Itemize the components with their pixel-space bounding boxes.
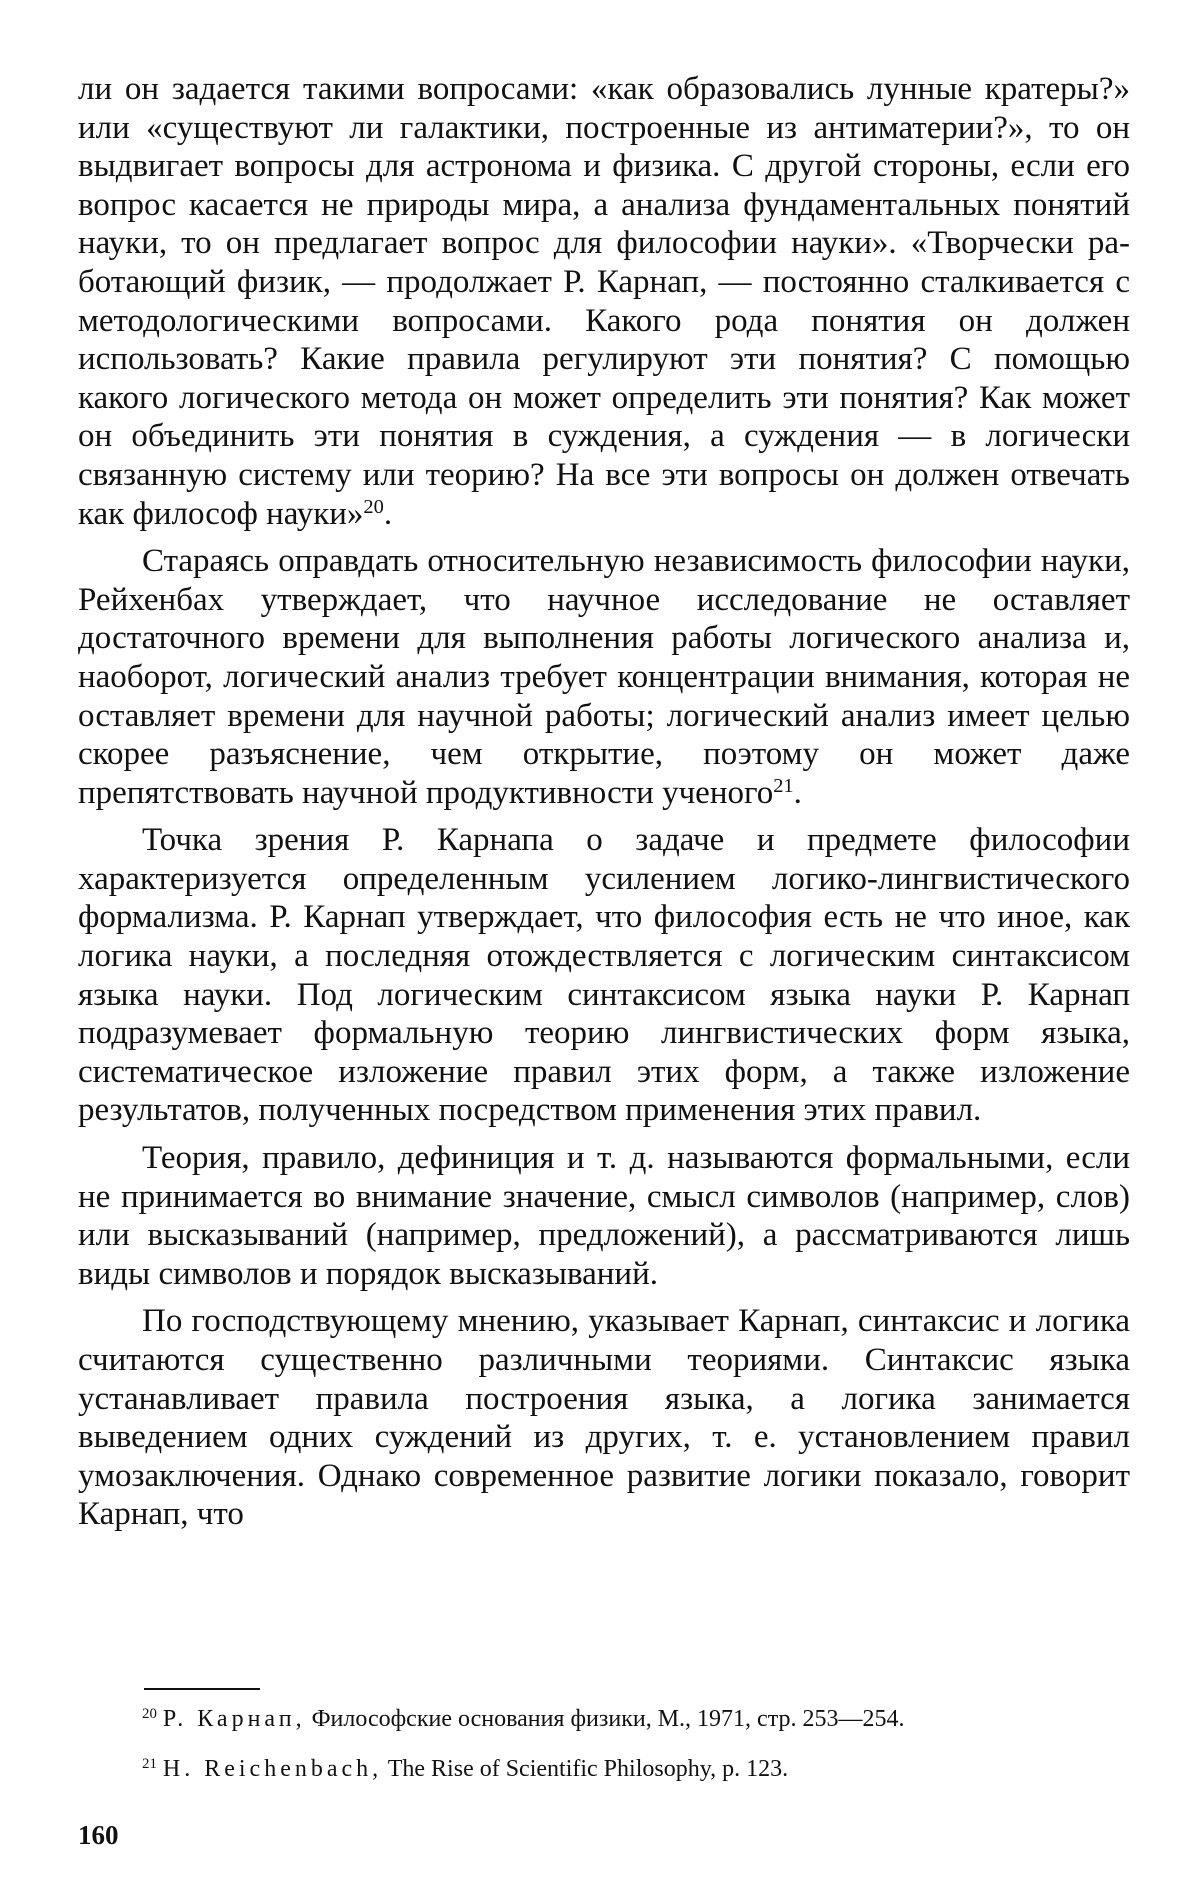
footnote-ref-21: 21 [773,774,794,797]
paragraph-formal-definition: Теория, правило, дефиниция и т. д. называются формальными, если не принимается во внимание значение, смысл символов (например, слов) или высказываний (например, предложений), а рассматриваются лишь виды символов и порядок высказываний. [78,1140,1130,1292]
paragraph-continuation: ли он задается такими вопросами: «как образовались лунные кратеры?» или «существуют ли галактики, построенные из антиматерии?», то он выдвигает вопросы для астронома и физика. С другой стороны, если его вопрос касается не природы мира, а анализа фундаментальных понятий науки, то он предлагает вопрос для философии науки». «Творчески работающий физик, — продолжает Р. Карнап, — постоянно сталкивается с методологическими вопросами. Какого рода понятия он должен использовать? Какие правила регулируют эти понятия? С помощью какого логического метода он может определить эти понятия? Как может он объединить эти понятия в суждения, а суждения — в логически связанную систему или теорию? На все эти вопросы он должен отвечать как философ науки»$^{20}$. [78,71,1130,532]
paragraph-syntax-logic: По господствующему мнению, указывает Карнап, синтаксис и логика считаются существенно различными теориями. Синтаксис языка устанавливает правила построения языка, а логика занимается выведением одних суждений из других, т. е. установлением правил умозаключения. Однако современное развитие логики показало, говорит Карнап, что [78,1303,1130,1533]
body-text [78,70,1130,1543]
footnote-20: $^{20}$ Р. Карнап, Философские основания физики, М., 1971, стр. 253—254. [142,1705,905,1732]
footnote-divider [144,1688,260,1690]
footnotes [78,1702,1130,1802]
footnote-ref-20: 20 [363,495,384,518]
footnote-author: Р. Карнап, [162,1706,306,1732]
page-number: 160 [78,1820,119,1850]
footnote-21: $^{21}$ H. Reichenbach, The Rise of Scientific Philosophy, p. 123. [142,1755,789,1782]
paragraph-reichenbach: Стараясь оправдать относительную независимость философии науки, Рейхенбах утверждает, что научное исследование не оставляет достаточного времени для выполнения работы логического анализа и, наоборот, логический анализ требует концентрации внимания, которая не оставляет времени для научной работы; логический анализ имеет целью скорее разъяснение, чем открытие, поэтому он может даже препятствовать научной продуктивности ученого$^{21}$. [78,543,1130,811]
paragraph-carnap-view: Точка зрения Р. Карнапа о задаче и предмете философии характеризуется определенным усилением логико-лингвистического формализма. Р. Карнап утверждает, что философия есть не что иное, как логика науки, а последняя отождествляется с логическим синтаксисом языка науки. Под логическим синтаксисом языка науки Р. Карнап подразумевает формальную теорию лингвистических форм языка, систематическое изложение правил этих форм, а также изложение результатов, полученных посредством применения этих правил. [78,822,1130,1129]
footnote-author: H. Reichenbach, [162,1756,383,1782]
